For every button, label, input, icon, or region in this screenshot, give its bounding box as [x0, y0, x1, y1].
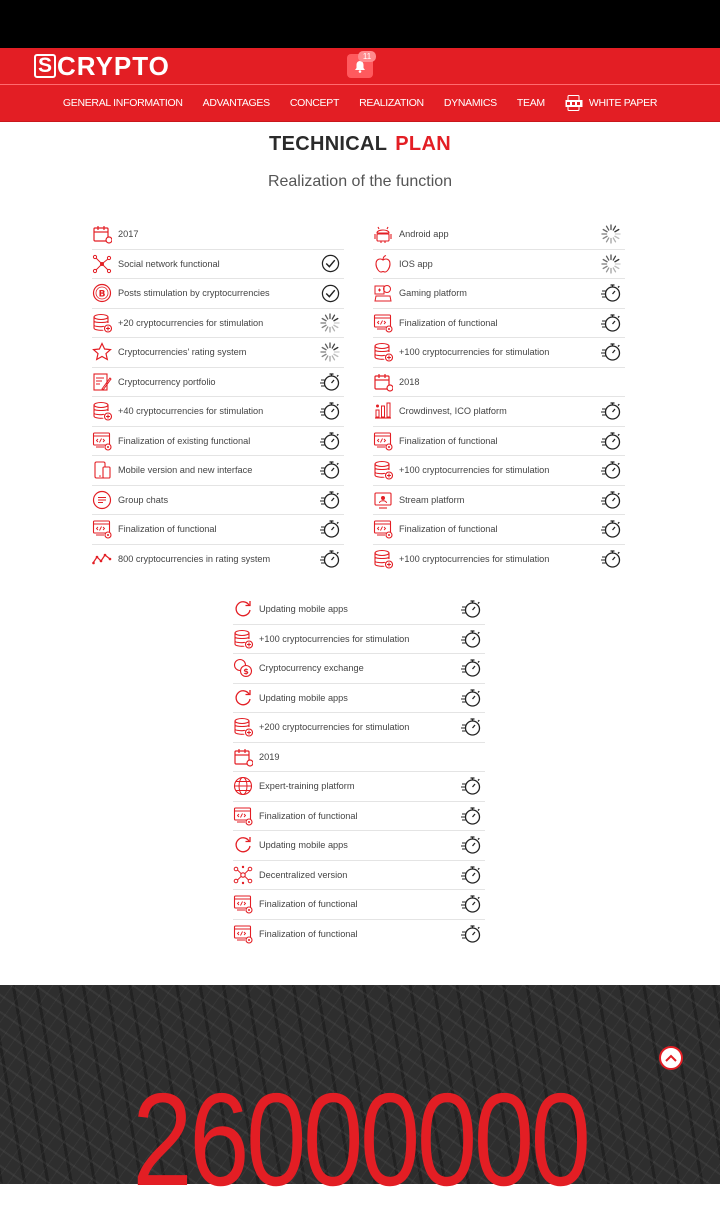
plan-row-label: Finalization of functional — [259, 899, 358, 910]
plan-row — [92, 338, 344, 368]
status-indicator — [461, 806, 481, 826]
calendar-icon — [233, 747, 253, 767]
globe-icon — [233, 776, 253, 796]
status-indicator — [601, 313, 621, 333]
status-indicator — [320, 254, 340, 274]
coins-plus-icon — [233, 717, 253, 737]
nav-white-paper-label: WHITE PAPER — [588, 97, 658, 109]
plan-row-label: Finalization of functional — [399, 317, 498, 328]
status-indicator — [461, 599, 481, 619]
nav-advantages[interactable]: ADVANTAGES — [202, 97, 270, 109]
status-indicator — [461, 894, 481, 914]
plan-row-label: +100 cryptocurrencies for stimulation — [399, 465, 550, 476]
code-gear-icon — [373, 313, 393, 333]
status-indicator — [461, 688, 481, 708]
stopwatch-icon — [320, 549, 340, 569]
status-indicator — [601, 372, 621, 392]
status-indicator — [601, 519, 621, 539]
plan-row-label: Decentralized version — [259, 869, 348, 880]
coins-plus-icon — [373, 342, 393, 362]
status-indicator — [601, 342, 621, 362]
network-icon — [92, 254, 112, 274]
top-black-bar — [0, 0, 720, 48]
plan-row-label: 800 cryptocurrencies in rating system — [118, 554, 271, 565]
plan-row-label: Android app — [399, 229, 449, 240]
stopwatch-icon — [601, 401, 621, 421]
stopwatch-icon — [320, 431, 340, 451]
svg-text:$: $ — [243, 667, 249, 677]
section-title — [0, 133, 720, 156]
stopwatch-icon — [601, 519, 621, 539]
plan-row — [233, 684, 485, 714]
chevron-up-icon — [665, 1053, 677, 1063]
gaming-icon — [373, 283, 393, 303]
plan-row — [233, 831, 485, 861]
plan-row — [373, 515, 625, 545]
calendar-icon — [92, 224, 112, 244]
plan-row-label: Finalization of functional — [399, 435, 498, 446]
plan-row-label: +100 cryptocurrencies for stimulation — [399, 554, 550, 565]
plan-row — [233, 743, 485, 773]
plan-row-label: Stream platform — [399, 494, 465, 505]
plan-row-label: Finalization of functional — [399, 524, 498, 535]
section-title-part2: PLAN — [395, 133, 451, 155]
plan-row — [373, 486, 625, 516]
pdf-icon — [565, 95, 583, 111]
plan-column-right — [373, 220, 625, 574]
plan-row-label: Mobile version and new interface — [118, 465, 253, 476]
plan-row — [373, 456, 625, 486]
status-indicator — [461, 776, 481, 796]
portfolio-icon — [92, 372, 112, 392]
stopwatch-icon — [601, 549, 621, 569]
plan-column-center — [233, 595, 485, 949]
plan-row — [373, 427, 625, 457]
status-indicator — [601, 283, 621, 303]
plan-column-left — [92, 220, 344, 574]
coins-plus-icon — [92, 401, 112, 421]
code-gear-icon — [373, 519, 393, 539]
plan-row-label: +20 cryptocurrencies for stimulation — [118, 317, 264, 328]
stopwatch-icon — [601, 342, 621, 362]
plan-row — [233, 654, 485, 684]
stopwatch-icon — [461, 894, 481, 914]
stopwatch-icon — [461, 717, 481, 737]
stopwatch-icon — [601, 431, 621, 451]
status-indicator — [601, 401, 621, 421]
status-indicator — [601, 431, 621, 451]
plan-row-label: IOS app — [399, 258, 433, 269]
plan-row — [373, 397, 625, 427]
loading-spinner-icon — [320, 313, 340, 333]
plan-row — [92, 545, 344, 575]
check-circle-icon — [321, 284, 340, 303]
coins-plus-icon — [373, 549, 393, 569]
code-gear-icon — [233, 924, 253, 944]
stream-icon — [373, 490, 393, 510]
stopwatch-icon — [461, 835, 481, 855]
plan-row-label: Finalization of functional — [259, 929, 358, 940]
stopwatch-icon — [601, 283, 621, 303]
logo-text: CRYPTO — [57, 51, 170, 81]
stopwatch-icon — [320, 401, 340, 421]
status-indicator — [601, 460, 621, 480]
plan-row — [233, 595, 485, 625]
plan-row-label: Cryptocurrencies' rating system — [118, 347, 247, 358]
plan-row — [373, 220, 625, 250]
counter-value: 26000000 — [132, 1066, 588, 1213]
plan-row — [233, 772, 485, 802]
chart-line-icon — [92, 549, 112, 569]
status-indicator — [320, 224, 340, 244]
plan-row-label: Gaming platform — [399, 288, 467, 299]
stopwatch-icon — [461, 629, 481, 649]
plan-row-label: 2019 — [259, 751, 280, 762]
plan-row-label: 2017 — [118, 229, 139, 240]
status-indicator — [601, 490, 621, 510]
status-indicator — [320, 372, 340, 392]
status-indicator — [461, 658, 481, 678]
plan-row — [373, 279, 625, 309]
coins-plus-icon — [233, 629, 253, 649]
plan-row — [233, 861, 485, 891]
status-indicator — [320, 519, 340, 539]
status-indicator — [461, 629, 481, 649]
plan-row-label: Group chats — [118, 494, 169, 505]
stopwatch-icon — [461, 776, 481, 796]
logo[interactable] — [34, 53, 170, 79]
android-icon — [373, 224, 393, 244]
plan-row — [92, 486, 344, 516]
chat-icon — [92, 490, 112, 510]
nav-white-paper[interactable] — [565, 95, 657, 111]
main-nav — [0, 84, 720, 122]
stopwatch-icon — [461, 924, 481, 944]
nav-dynamics[interactable]: DYNAMICS — [443, 97, 497, 109]
code-gear-icon — [233, 806, 253, 826]
notification-count-badge: 11 — [358, 51, 376, 62]
loading-spinner-icon — [601, 224, 621, 244]
plan-row — [92, 309, 344, 339]
plan-row — [373, 250, 625, 280]
status-indicator — [320, 313, 340, 333]
plan-row-label: +100 cryptocurrencies for stimulation — [399, 347, 550, 358]
stopwatch-icon — [601, 313, 621, 333]
plan-row — [92, 515, 344, 545]
plan-row — [92, 220, 344, 250]
plan-row — [92, 250, 344, 280]
crowdinvest-icon — [373, 401, 393, 421]
code-gear-icon — [92, 519, 112, 539]
refresh-icon — [233, 599, 253, 619]
stopwatch-icon — [601, 490, 621, 510]
plan-row — [233, 802, 485, 832]
code-gear-icon — [373, 431, 393, 451]
calendar-icon — [373, 372, 393, 392]
section-title-part1: TECHNICAL — [269, 133, 388, 155]
plan-row-label: +200 cryptocurrencies for stimulation — [259, 722, 410, 733]
stopwatch-icon — [320, 372, 340, 392]
status-indicator — [461, 865, 481, 885]
section-subtitle: Realization of the function — [267, 173, 453, 190]
plan-row-label: Expert-training platform — [259, 781, 355, 792]
plan-row-label: Updating mobile apps — [259, 840, 348, 851]
loading-spinner-icon — [320, 342, 340, 362]
plan-row-label: Cryptocurrency portfolio — [118, 376, 216, 387]
stopwatch-icon — [320, 460, 340, 480]
code-gear-icon — [92, 431, 112, 451]
nav-team[interactable]: TEAM — [516, 97, 545, 109]
status-indicator — [601, 224, 621, 244]
nav-realization[interactable]: REALIZATION — [359, 97, 424, 109]
loading-spinner-icon — [601, 254, 621, 274]
plan-row-label: Cryptocurrency exchange — [259, 663, 364, 674]
stopwatch-icon — [461, 688, 481, 708]
status-indicator — [461, 835, 481, 855]
refresh-icon — [233, 688, 253, 708]
stopwatch-icon — [601, 460, 621, 480]
stopwatch-icon — [320, 490, 340, 510]
plan-row — [233, 890, 485, 920]
status-indicator — [601, 549, 621, 569]
nav-concept[interactable]: CONCEPT — [289, 97, 340, 109]
stopwatch-icon — [320, 519, 340, 539]
plan-row — [92, 397, 344, 427]
status-indicator — [461, 717, 481, 737]
status-indicator — [320, 401, 340, 421]
check-circle-icon — [321, 254, 340, 273]
refresh-icon — [233, 835, 253, 855]
nav-general-information[interactable]: GENERAL INFORMATION — [62, 97, 183, 109]
plan-row-label: +40 cryptocurrencies for stimulation — [118, 406, 264, 417]
plan-row — [373, 368, 625, 398]
plan-row — [92, 279, 344, 309]
plan-row-label: Updating mobile apps — [259, 604, 348, 615]
star-icon — [92, 342, 112, 362]
plan-row-label: Updating mobile apps — [259, 692, 348, 703]
plan-row — [92, 456, 344, 486]
bitcoin-icon — [92, 283, 112, 303]
status-indicator — [320, 283, 340, 303]
stopwatch-icon — [461, 658, 481, 678]
status-indicator — [320, 549, 340, 569]
mobile-icon — [92, 460, 112, 480]
plan-row-label: Social network functional — [118, 258, 220, 269]
coins-plus-icon — [373, 460, 393, 480]
status-indicator — [461, 747, 481, 767]
plan-row — [92, 368, 344, 398]
status-indicator — [461, 924, 481, 944]
stopwatch-icon — [461, 865, 481, 885]
plan-row — [373, 309, 625, 339]
status-indicator — [601, 254, 621, 274]
status-indicator — [320, 342, 340, 362]
plan-row — [373, 338, 625, 368]
stopwatch-icon — [461, 806, 481, 826]
stopwatch-icon — [461, 599, 481, 619]
plan-row — [233, 713, 485, 743]
plan-row — [233, 920, 485, 950]
status-indicator — [320, 460, 340, 480]
coins-plus-icon — [92, 313, 112, 333]
svg-text:B: B — [98, 289, 106, 300]
plan-row-label: +100 cryptocurrencies for stimulation — [259, 633, 410, 644]
plan-row — [92, 427, 344, 457]
code-gear-icon — [233, 894, 253, 914]
plan-row — [233, 625, 485, 655]
plan-row — [373, 545, 625, 575]
plan-row-label: 2018 — [399, 376, 420, 387]
apple-icon — [373, 254, 393, 274]
plan-row-label: Crowdinvest, ICO platform — [399, 406, 507, 417]
plan-row-label: Posts stimulation by cryptocurrencies — [118, 288, 270, 299]
exchange-icon — [233, 658, 253, 678]
status-indicator — [320, 431, 340, 451]
plan-row-label: Finalization of functional — [259, 810, 358, 821]
plan-row-label: Finalization of functional — [118, 524, 217, 535]
decentralized-icon — [233, 865, 253, 885]
status-indicator — [320, 490, 340, 510]
logo-mark: S — [34, 54, 56, 78]
scroll-to-top-button[interactable] — [659, 1046, 683, 1070]
plan-row-label: Finalization of existing functional — [118, 435, 251, 446]
